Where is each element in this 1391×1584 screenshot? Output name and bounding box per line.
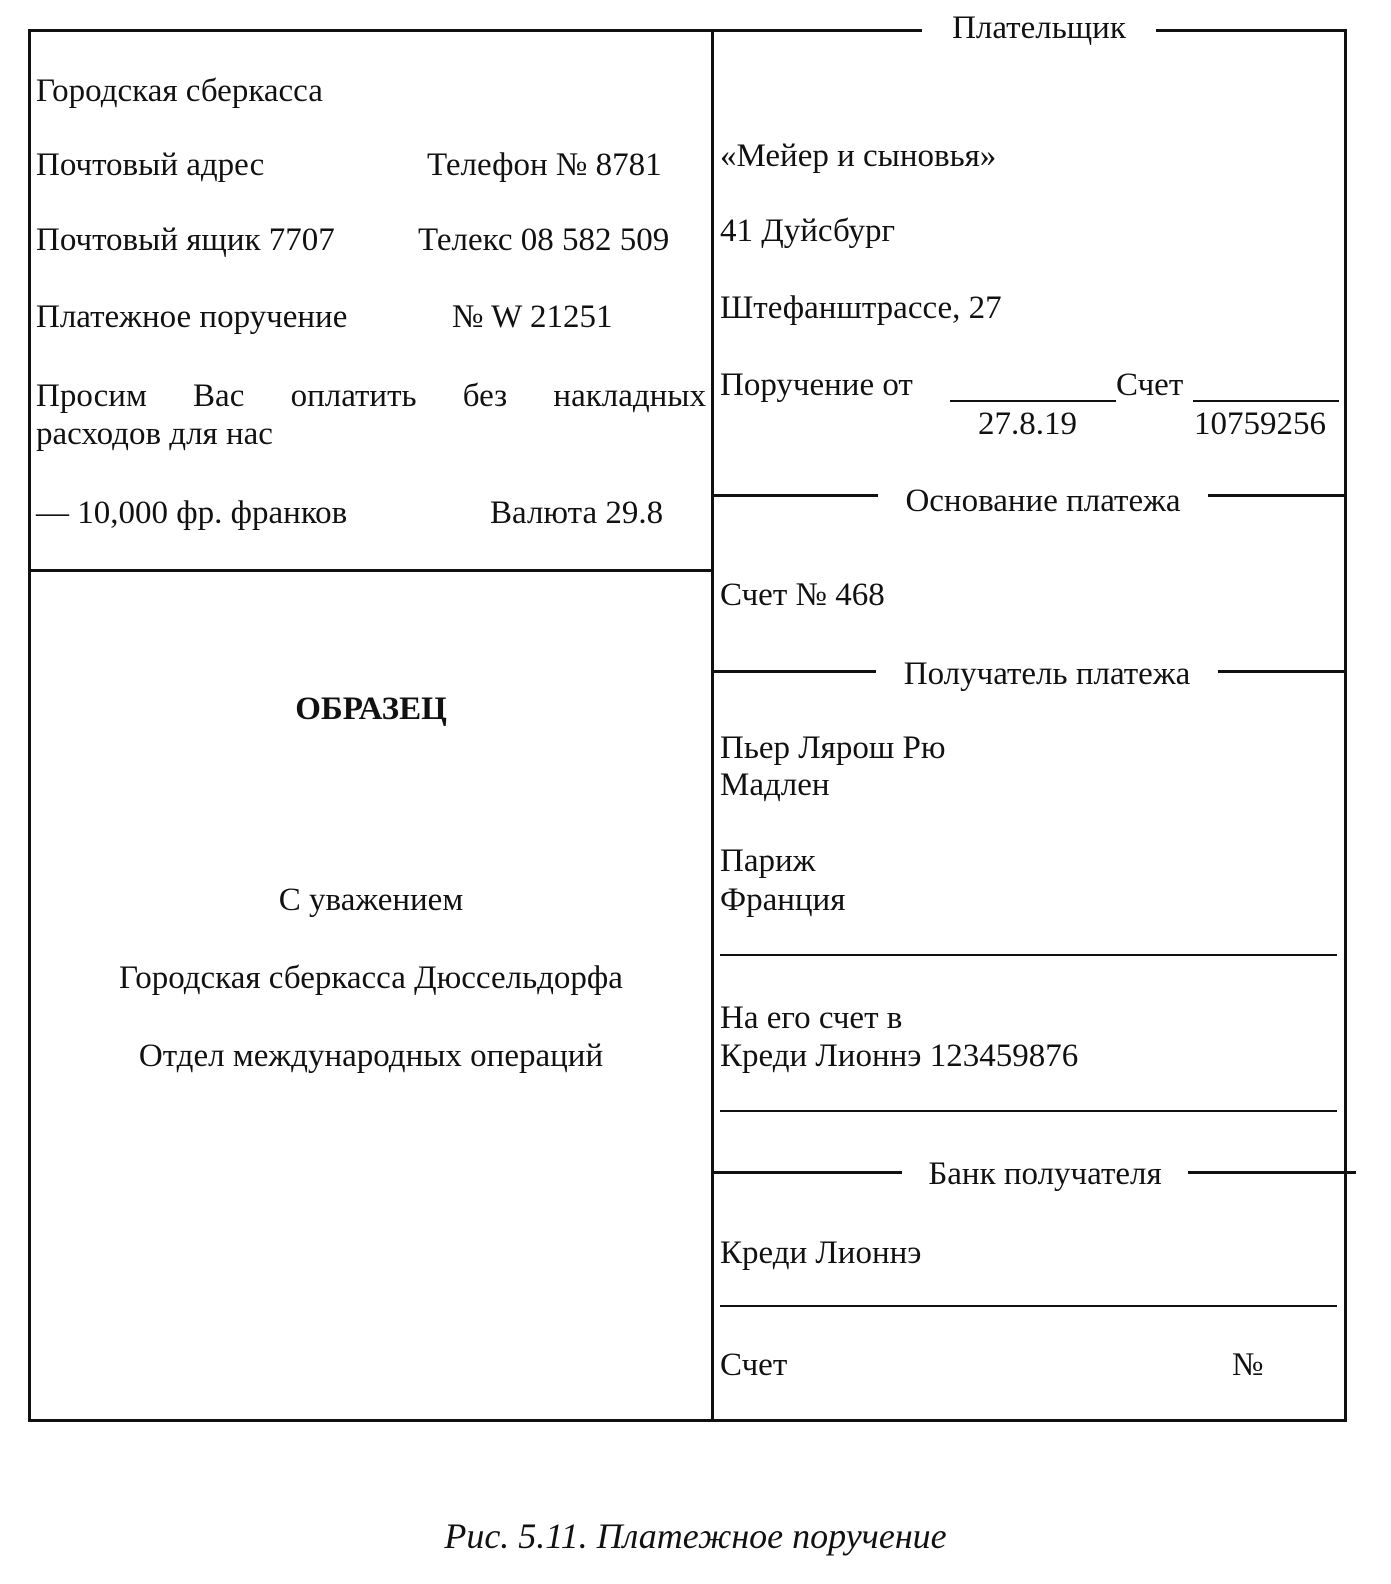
request-word: оплатить (290, 378, 417, 414)
recipient-bank-account-label: Счет (720, 1347, 788, 1383)
request-word: Вас (193, 378, 245, 414)
order-date-underline (950, 400, 1116, 402)
bank-name: Городская сберкасса (36, 73, 323, 109)
closing-regards: С уважением (278, 882, 464, 918)
telex-number: Телекс 08 582 509 (418, 222, 670, 258)
payer-city: 41 Дуйсбург (720, 213, 896, 249)
recipient-heading: Получатель платежа (876, 658, 1218, 691)
payment-purpose: Счет № 468 (720, 577, 885, 613)
frame-bottom-border (28, 1419, 1347, 1422)
recipient-name-underline (720, 954, 1337, 956)
recipient-bank-heading: Банк получателя (902, 1158, 1188, 1191)
signature-department: Отдел международных операций (138, 1038, 604, 1074)
po-box: Почтовый ящик 7707 (36, 222, 335, 258)
phone-number: Телефон № 8781 (427, 147, 662, 183)
sample-stamp: ОБРАЗЕЦ (295, 691, 447, 727)
purpose-heading: Основание платежа (878, 485, 1208, 518)
payer-account-number: 10759256 (1194, 406, 1326, 442)
column-divider (711, 29, 714, 1422)
payment-order-label: Платежное поручение (36, 299, 348, 335)
recipient-name-line-2: Мадлен (720, 767, 830, 803)
left-section-divider (28, 569, 714, 572)
recipient-bank-name: Креди Лионнэ (720, 1235, 922, 1271)
request-word: накладных (553, 378, 706, 414)
request-line-2: расходов для нас (36, 416, 273, 452)
recipient-bank-number-label: № (1232, 1347, 1264, 1383)
payment-order-number: № W 21251 (452, 299, 613, 335)
figure-caption: Рис. 5.11. Платежное поручение (444, 1516, 947, 1556)
payer-heading: Плательщик (922, 12, 1156, 45)
request-word: Просим (36, 378, 147, 414)
order-from-label: Поручение от (720, 367, 913, 403)
payer-name: «Мейер и сыновья» (720, 138, 997, 174)
recipient-account-line-2: Креди Лионнэ 123459876 (720, 1038, 1079, 1074)
recipient-account-underline (720, 1110, 1337, 1112)
recipient-country: Франция (720, 882, 846, 918)
frame-right-border (1344, 29, 1347, 1422)
value-date: Валюта 29.8 (490, 495, 664, 531)
request-word: без (462, 378, 508, 414)
request-line-1 (36, 380, 706, 413)
payer-street: Штефанштрассе, 27 (720, 290, 1002, 326)
bank-name-underline (720, 1305, 1337, 1307)
signature-organization: Городская сберкасса Дюссельдорфа (119, 960, 623, 996)
order-date: 27.8.19 (978, 406, 1077, 442)
recipient-name-line-1: Пьер Лярош Рю (720, 730, 946, 766)
recipient-city: Париж (720, 843, 816, 879)
payment-amount: — 10,000 фр. франков (36, 495, 348, 531)
payer-account-underline (1193, 400, 1339, 402)
postal-address-label: Почтовый адрес (36, 147, 265, 183)
payer-account-label: Счет (1116, 367, 1184, 403)
recipient-account-line-1: На его счет в (720, 1000, 903, 1036)
